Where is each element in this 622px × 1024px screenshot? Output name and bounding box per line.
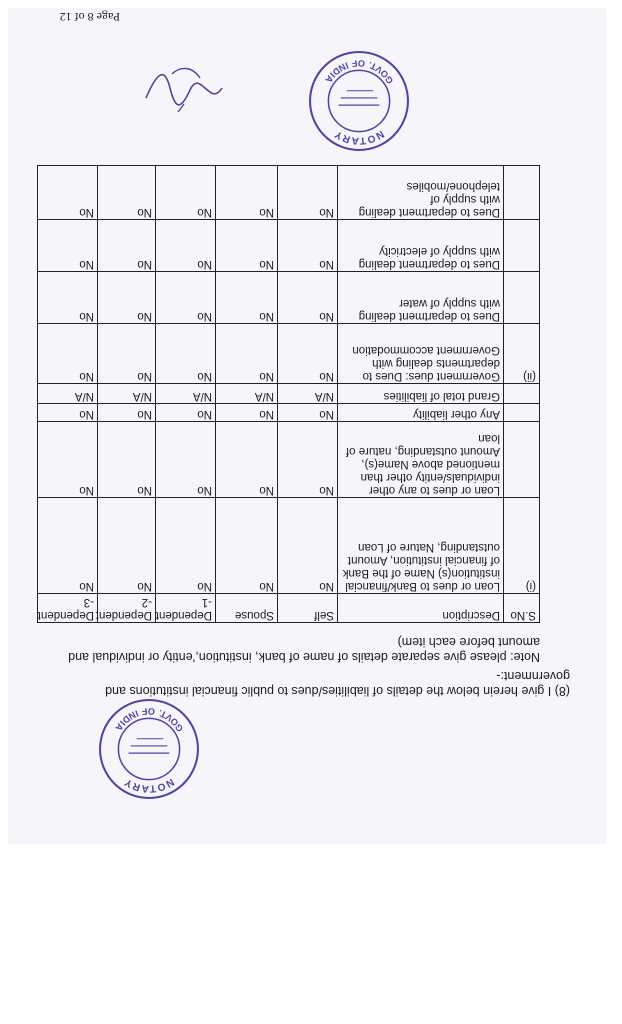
svg-text:NOTARY <box>332 128 385 146</box>
cell-dependent-1: No <box>156 272 216 324</box>
cell-self: No <box>278 324 338 384</box>
cell-dependent-2: No <box>98 272 156 324</box>
row-description: Dues to department dealing with supply of water <box>338 272 504 324</box>
table-row <box>38 384 540 404</box>
header-dependent-2: Dependent -2 <box>98 594 156 623</box>
scanned-page <box>8 8 606 844</box>
cell-dependent-1: No <box>156 166 216 220</box>
cell-dependent-2: No <box>98 220 156 272</box>
row-description: Dues to department dealing with supply of telephone/mobiles <box>338 166 504 220</box>
row-sno <box>504 422 540 498</box>
cell-spouse: No <box>216 404 278 422</box>
cell-spouse: No <box>216 324 278 384</box>
table-row <box>38 166 540 220</box>
section-heading: (8) I give herein below the details of liabilities/dues to public financial institutions and government:- <box>105 669 570 698</box>
cell-spouse: N/A <box>216 384 278 404</box>
cell-dependent-2: No <box>98 404 156 422</box>
row-description: Dues to department dealing with supply of electricity <box>338 220 504 272</box>
table-row <box>38 404 540 422</box>
cell-dependent-1: N/A <box>156 384 216 404</box>
header-sno: S.No <box>504 594 540 623</box>
header-description: Description <box>338 594 504 623</box>
table-row <box>38 272 540 324</box>
cell-self: No <box>278 422 338 498</box>
cell-self: N/A <box>278 384 338 404</box>
cell-self: No <box>278 166 338 220</box>
table-row <box>38 422 540 498</box>
cell-dependent-2: No <box>98 324 156 384</box>
svg-text:GOVT. OF INDIA <box>113 706 186 733</box>
cell-dependent-3: No <box>38 272 98 324</box>
cell-dependent-3: No <box>38 404 98 422</box>
header-spouse: Spouse <box>216 594 278 623</box>
row-sno <box>504 272 540 324</box>
cell-dependent-1: No <box>156 422 216 498</box>
table-row <box>38 220 540 272</box>
row-description: Loan or dues to Bank/financial institution(s) Name of the Bank of financial institution, Amount outstanding, Nature of Loan <box>338 498 504 594</box>
row-description: Government dues: Dues to departments dealing with Government accommodation <box>338 324 504 384</box>
notary-stamp-top <box>98 698 200 800</box>
section-note: Note: please give separate details of name of bank, institution,’entity or individual and amount before each item) <box>68 635 540 664</box>
cell-self: No <box>278 498 338 594</box>
cell-dependent-2: No <box>98 498 156 594</box>
cell-self: No <box>278 272 338 324</box>
notary-stamp-bottom <box>308 50 410 152</box>
table-row <box>38 324 540 384</box>
signature <box>140 58 230 118</box>
row-description: Loan or dues to any other individuals/entity other than mentioned above Name(s), Amount outstanding, nature of loan <box>338 422 504 498</box>
row-sno <box>504 166 540 220</box>
svg-text:NOTARY <box>122 776 175 794</box>
cell-dependent-3: No <box>38 324 98 384</box>
cell-dependent-1: No <box>156 220 216 272</box>
cell-spouse: No <box>216 220 278 272</box>
row-sno <box>504 220 540 272</box>
stamp-top-text: NOTARY <box>332 127 386 146</box>
cell-spouse: No <box>216 272 278 324</box>
row-sno: (i) <box>504 498 540 594</box>
cell-dependent-1: No <box>156 324 216 384</box>
cell-self: No <box>278 404 338 422</box>
liabilities-table <box>37 165 540 623</box>
header-dependent-3: Dependent -3 <box>38 594 98 623</box>
cell-spouse: No <box>216 166 278 220</box>
stamp-top-text: NOTARY <box>122 775 176 794</box>
cell-dependent-3: N/A <box>38 384 98 404</box>
row-sno <box>504 404 540 422</box>
cell-dependent-3: No <box>38 498 98 594</box>
cell-dependent-1: No <box>156 498 216 594</box>
cell-dependent-2: No <box>98 422 156 498</box>
cell-spouse: No <box>216 498 278 594</box>
table-header-row <box>38 594 540 623</box>
cell-dependent-3: No <box>38 422 98 498</box>
cell-dependent-3: No <box>38 166 98 220</box>
row-description: Grand total of liabilities <box>338 384 504 404</box>
svg-text:GOVT. OF INDIA <box>323 58 396 85</box>
cell-self: No <box>278 220 338 272</box>
table-row <box>38 498 540 594</box>
header-self: Self <box>278 594 338 623</box>
stamp-bottom-text: GOVT. OF INDIA <box>112 706 186 734</box>
page-number: Page 8 of 12 <box>59 10 120 24</box>
row-sno: (ii) <box>504 324 540 384</box>
cell-dependent-1: No <box>156 404 216 422</box>
page-content <box>8 8 606 844</box>
cell-dependent-3: No <box>38 220 98 272</box>
row-sno <box>504 384 540 404</box>
cell-dependent-2: No <box>98 166 156 220</box>
stamp-bottom-text: GOVT. OF INDIA <box>322 58 396 86</box>
cell-spouse: No <box>216 422 278 498</box>
cell-dependent-2: N/A <box>98 384 156 404</box>
header-dependent-1: Dependent -1 <box>156 594 216 623</box>
row-description: Any other liability <box>338 404 504 422</box>
